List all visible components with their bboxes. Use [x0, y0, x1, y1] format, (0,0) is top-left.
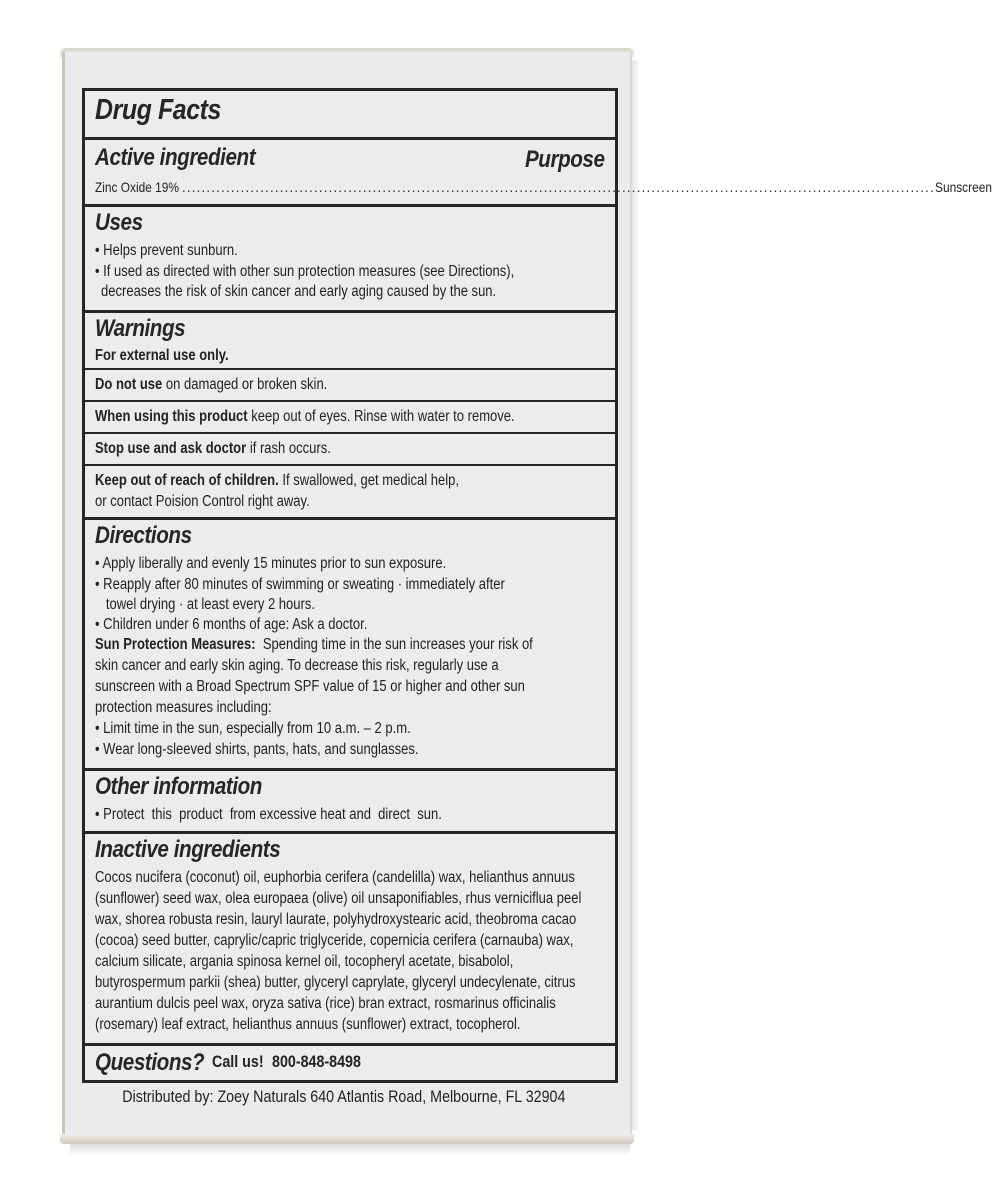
sun-protection-text: protection measures including:	[95, 699, 272, 716]
directions-heading: Directions	[95, 522, 192, 549]
do-not-use-label: Do not use	[95, 376, 163, 393]
uses-item-continued: decreases the risk of skin cancer and early aging caused by the sun.	[101, 283, 497, 300]
sun-protection-item: • Wear long-sleeved shirts, pants, hats, and sunglasses.	[95, 741, 419, 758]
sun-protection-text: sunscreen with a Broad Spectrum SPF value of 15 or higher and other sun	[95, 678, 525, 695]
questions-heading: Questions?	[95, 1049, 205, 1076]
inactive-ingredients-line: calcium silicate, argania spinosa kernel oil, tocopheryl acetate, bisabolol,	[95, 953, 514, 970]
uses-section	[85, 204, 615, 311]
box-side-edge	[632, 60, 638, 1130]
when-using-row	[85, 400, 615, 432]
inactive-ingredients-line: (rosemary) leaf extract, helianthus annuus (sunflower) extract, tocopherol.	[95, 1016, 521, 1033]
sun-protection-line	[95, 635, 533, 655]
warnings-section	[85, 310, 615, 368]
other-information-item: • Protect this product from excessive heat and direct sun.	[95, 806, 442, 823]
sun-protection-text: skin cancer and early skin aging. To decrease this risk, regularly use a	[95, 657, 499, 674]
dot-leader: ..........................................................................................................................................................	[181, 179, 935, 195]
inactive-ingredients-section	[85, 831, 615, 1044]
directions-item: • Apply liberally and evenly 15 minutes prior to sun exposure.	[95, 555, 447, 572]
questions-call-label: Call us!	[212, 1052, 265, 1071]
stop-use-text: if rash occurs.	[246, 440, 331, 457]
sun-protection-text: Spending time in the sun increases your risk of	[255, 636, 533, 653]
inactive-ingredients-line: (sunflower) seed wax, olea europaea (olive) oil unsaponifiables, rhus verniciflua peel	[95, 890, 582, 907]
questions-phone-number[interactable]: 800-848-8498	[272, 1052, 362, 1071]
when-using-text: keep out of eyes. Rinse with water to remove.	[247, 408, 515, 425]
stop-use-row	[85, 432, 615, 464]
uses-heading: Uses	[95, 209, 143, 236]
uses-item: • If used as directed with other sun protection measures (see Directions),	[95, 263, 515, 280]
active-ingredient-name: Zinc Oxide 19%	[95, 179, 180, 195]
drug-facts-panel	[82, 88, 992, 1083]
active-ingredient-line	[95, 177, 992, 197]
sun-protection-label: Sun Protection Measures:	[95, 636, 256, 653]
inactive-ingredients-line: Cocos nucifera (coconut) oil, euphorbia cerifera (candelilla) wax, helianthus annuus	[95, 869, 575, 886]
active-ingredient-heading: Active ingredient	[95, 144, 256, 171]
keep-out-label: Keep out of reach of children.	[95, 472, 279, 489]
inactive-ingredients-line: wax, shorea robusta resin, lauryl laurate, polyhydroxystearic acid, theobroma cacao	[95, 911, 577, 928]
drug-facts-title-row	[95, 94, 241, 127]
distributor-line	[0, 1087, 688, 1107]
do-not-use-text: on damaged or broken skin.	[162, 376, 328, 393]
directions-item: • Children under 6 months of age: Ask a doctor.	[95, 616, 368, 633]
distributor-text: Distributed by: Zoey Naturals 640 Atlantis Road, Melbourne, FL 32904	[122, 1087, 566, 1106]
inactive-ingredients-line: (cocoa) seed butter, caprylic/capric triglyceride, copernicia cerifera (carnauba) wax,	[95, 932, 574, 949]
purpose-heading: Purpose	[525, 146, 605, 173]
questions-section	[85, 1043, 615, 1080]
drug-facts-title: Drug Facts	[95, 94, 221, 126]
external-use-warning: For external use only.	[95, 347, 229, 364]
other-information-heading: Other information	[95, 773, 262, 800]
box-bottom-flap	[60, 1134, 634, 1144]
active-ingredient-purpose: Sunscreen	[934, 179, 992, 195]
inactive-ingredients-heading: Inactive ingredients	[95, 836, 281, 863]
inactive-ingredients-line: aurantium dulcis peel wax, oryza sativa (rice) bran extract, rosmarinus officinalis	[95, 995, 556, 1012]
keep-out-text-line2: or contact Poision Control right away.	[95, 493, 310, 510]
inactive-ingredients-line: butyrospermum parkii (shea) butter, glyceryl caprylate, glyceryl undecylenate, citrus	[95, 974, 576, 991]
directions-section	[85, 517, 615, 769]
when-using-label: When using this product	[95, 408, 248, 425]
box-shadow	[70, 1142, 630, 1156]
sun-protection-item: • Limit time in the sun, especially from 10 a.m. – 2 p.m.	[95, 720, 411, 737]
stop-use-label: Stop use and ask doctor	[95, 440, 247, 457]
uses-item: • Helps prevent sunburn.	[95, 242, 238, 259]
directions-item: • Reapply after 80 minutes of swimming or sweating · immediately after	[95, 576, 505, 593]
do-not-use-row	[85, 368, 615, 400]
other-information-section	[85, 768, 615, 832]
keep-out-row	[85, 464, 615, 518]
keep-out-text: If swallowed, get medical help,	[278, 472, 459, 489]
active-ingredient-section	[85, 137, 992, 204]
warnings-heading: Warnings	[95, 315, 186, 342]
directions-item-continued: towel drying · at least every 2 hours.	[95, 596, 316, 613]
